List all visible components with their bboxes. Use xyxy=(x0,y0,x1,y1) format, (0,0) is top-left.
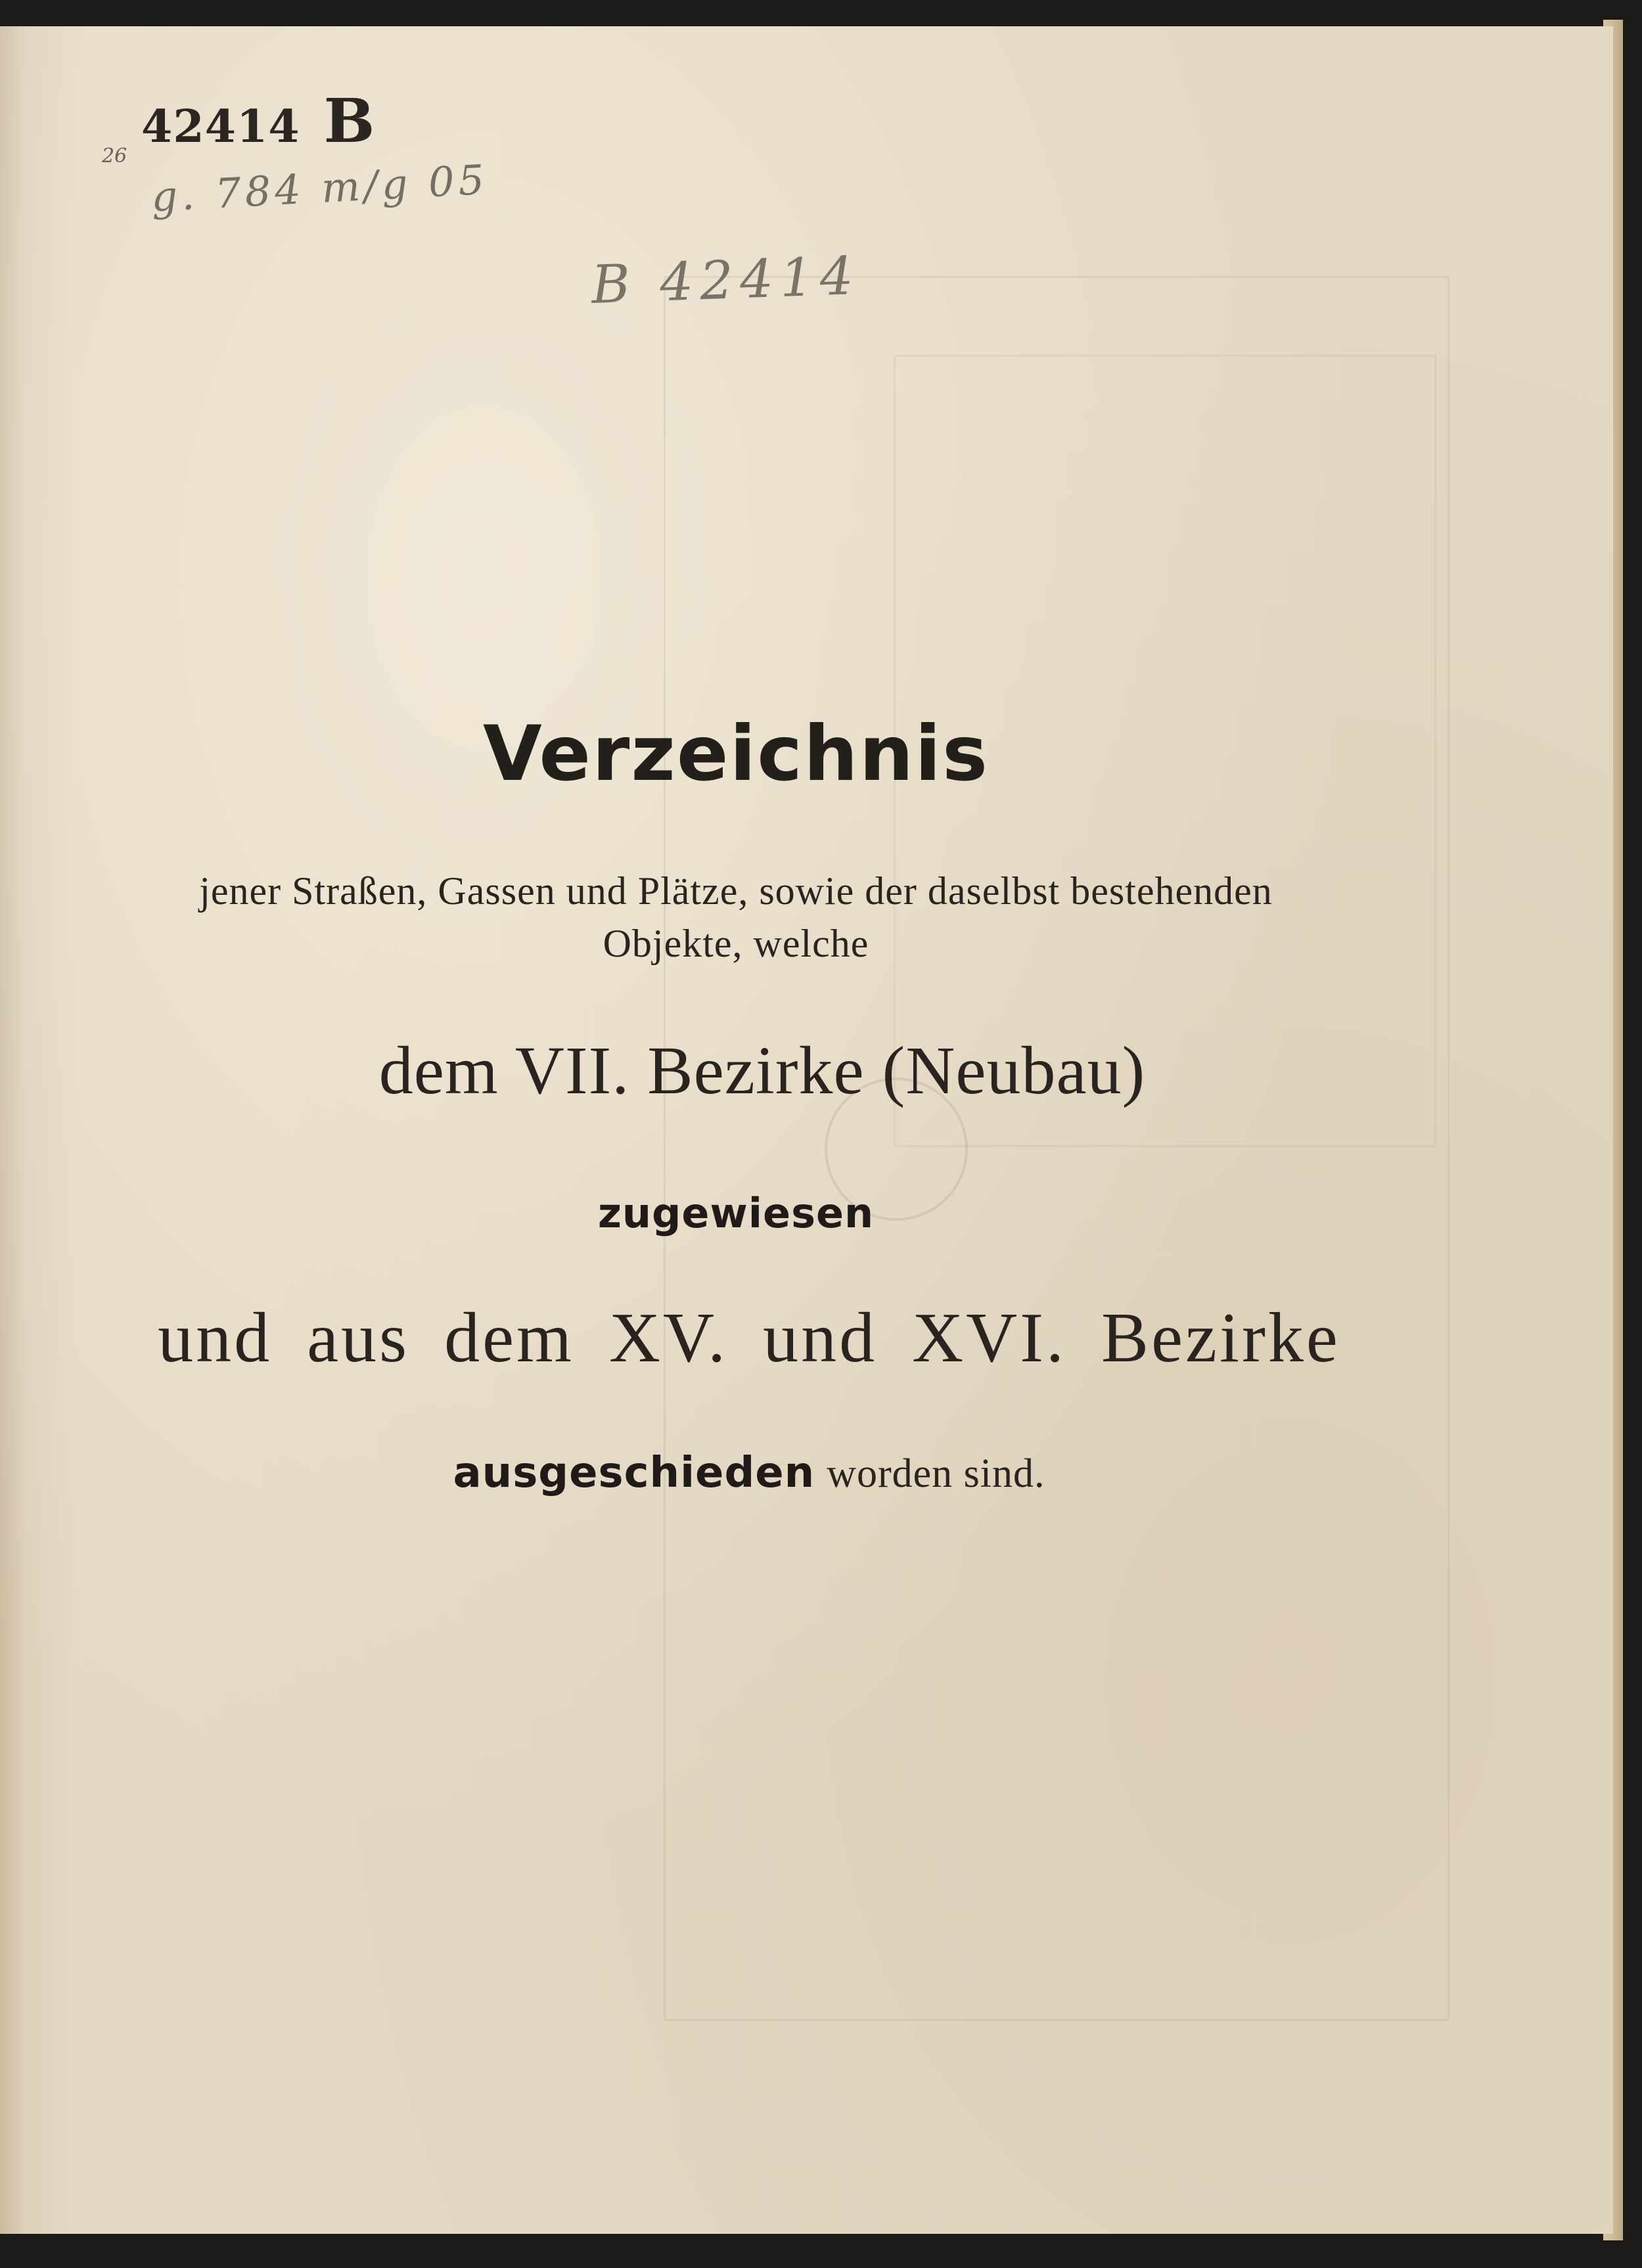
document-page xyxy=(0,26,1613,2234)
subtitle-line-1: jener Straßen, Gassen und Plätze, sowie der daselbst bestehenden xyxy=(199,869,1273,913)
removed-plain-text: worden sind. xyxy=(827,1451,1045,1496)
removed-line xyxy=(0,1449,1498,1497)
shelfmark-letter: B xyxy=(323,85,376,156)
handwritten-note-1: g. 784 m/g 05 xyxy=(150,155,490,221)
shelfmark-number: 42414 xyxy=(141,101,300,153)
district-line: dem VII. Bezirke (Neubau) xyxy=(378,1033,1146,1108)
removed-bold-text: ausgeschieden xyxy=(453,1449,815,1497)
handwritten-small-note: 26 xyxy=(102,145,127,168)
subtitle-line-2: Objekte, welche xyxy=(603,922,869,965)
document-title: Verzeichnis xyxy=(483,710,989,798)
assigned-line: zugewiesen xyxy=(597,1189,875,1237)
shelfmark xyxy=(141,85,375,156)
from-district-line: und aus dem XV. und XVI. Bezirke xyxy=(158,1299,1340,1377)
handwritten-note-2: B 42414 xyxy=(590,244,861,316)
